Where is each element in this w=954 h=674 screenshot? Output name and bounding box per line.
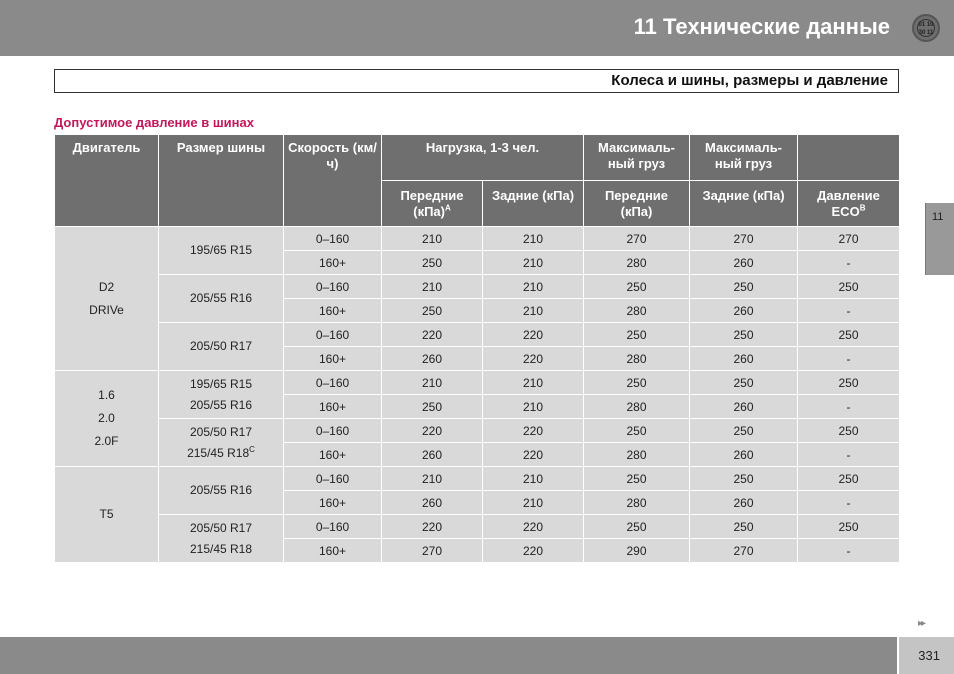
footnote-c: C [249,444,255,454]
cell-front: 220 [382,515,483,539]
cell-front: 270 [382,539,483,563]
cell-max-rear: 260 [690,443,798,467]
tire-size-cell [159,323,284,371]
table-row [55,371,900,395]
cell-speed: 160+ [284,299,382,323]
cell-eco: 250 [798,419,900,443]
chapter-icon [912,14,940,42]
cell-max-rear: 250 [690,467,798,491]
cell-eco: 250 [798,467,900,491]
tire-size-label [163,422,279,443]
cell-rear: 220 [483,515,584,539]
cell-eco: - [798,347,900,371]
cell-speed: 160+ [284,539,382,563]
cell-max-front: 280 [584,443,690,467]
cell-speed: 0–160 [284,227,382,251]
tire-size-text: 215/45 R18 [189,541,253,556]
cell-eco: 250 [798,323,900,347]
side-tab-number: 11 [932,211,944,223]
cell-speed: 160+ [284,395,382,419]
header-bar [0,0,954,56]
tire-size-label [163,518,279,539]
tire-size-text: 195/65 R15 [189,376,253,391]
cell-rear: 220 [483,443,584,467]
tire-pressure-table [54,134,900,563]
table-row [55,515,900,539]
chapter-side-tab [925,203,954,275]
engine-label: DRIVe [89,302,124,317]
cell-speed: 160+ [284,491,382,515]
tire-size-cell [159,227,284,275]
cell-max-rear: 260 [690,491,798,515]
tire-size-text: 205/55 R16 [189,397,253,412]
tire-size-label [163,480,279,501]
cell-rear: 210 [483,275,584,299]
engine-label: 2.0 [98,411,115,425]
cell-rear: 210 [483,467,584,491]
cell-eco: - [798,251,900,275]
cell-max-front: 250 [584,515,690,539]
cell-speed: 160+ [284,443,382,467]
tire-size-cell [159,275,284,323]
cell-max-front: 250 [584,419,690,443]
table-row [55,227,900,251]
cell-rear: 220 [483,347,584,371]
cell-max-rear: 260 [690,347,798,371]
cell-max-front: 280 [584,299,690,323]
tire-size-cell [159,467,284,515]
cell-max-front: 280 [584,395,690,419]
tire-size-label [163,443,279,464]
footnote-b: B [859,203,866,213]
header-front [382,181,483,227]
cell-eco: 270 [798,227,900,251]
cell-front: 250 [382,251,483,275]
cell-max-rear: 270 [690,227,798,251]
cell-speed: 160+ [284,347,382,371]
header-engine: Двигатель [55,135,159,227]
page-number: 331 [918,648,940,663]
cell-eco: 250 [798,515,900,539]
cell-speed: 0–160 [284,467,382,491]
chapter-title: 11 Технические данные [633,14,890,39]
cell-rear: 210 [483,491,584,515]
cell-speed: 0–160 [284,515,382,539]
cell-max-front: 250 [584,371,690,395]
cell-speed: 0–160 [284,419,382,443]
header-eco-label: Давление ECO [817,188,880,219]
header-tire-size: Размер шины [159,135,284,227]
engine-cell [55,227,159,371]
tire-size-label [163,539,279,560]
cell-front: 210 [382,371,483,395]
tire-size-label [163,288,279,309]
cell-eco: - [798,443,900,467]
cell-eco: - [798,539,900,563]
table-row [55,323,900,347]
cell-rear: 210 [483,251,584,275]
engine-label: D2 [98,279,115,294]
cell-max-front: 280 [584,491,690,515]
header-load-1-3: Нагрузка, 1-3 чел. [382,135,584,181]
cell-max-rear: 260 [690,299,798,323]
header-max-load-front: Максималь-ный груз [584,135,690,181]
cell-front: 210 [382,467,483,491]
cell-max-rear: 260 [690,251,798,275]
cell-rear: 210 [483,371,584,395]
cell-max-front: 250 [584,323,690,347]
cell-speed: 0–160 [284,323,382,347]
engine-label: T5 [99,507,114,521]
cell-eco: - [798,299,900,323]
cell-max-front: 280 [584,251,690,275]
engine-cell [55,371,159,467]
table-row [55,419,900,443]
cell-front: 220 [382,323,483,347]
chapter-icon-text: 01 10 30 11 [917,19,935,37]
cell-front: 260 [382,443,483,467]
engine-label: 1.6 [98,388,115,402]
cell-rear: 220 [483,323,584,347]
tire-size-label [163,395,279,416]
cell-max-front: 250 [584,275,690,299]
cell-eco: - [798,491,900,515]
cell-front: 210 [382,275,483,299]
tire-size-label [163,240,279,261]
engine-cell [55,467,159,563]
cell-max-rear: 260 [690,395,798,419]
cell-eco: 250 [798,275,900,299]
tire-size-label [163,336,279,357]
cell-max-front: 290 [584,539,690,563]
tire-size-text: 215/45 R18 [187,445,250,460]
header-max-load-rear: Максималь-ный груз [690,135,798,181]
tire-size-cell [159,515,284,563]
table-subtitle: Допустимое давление в шинах [54,115,254,130]
cell-max-rear: 250 [690,323,798,347]
header-max-rear: Задние (кПа) [690,181,798,227]
cell-front: 260 [382,491,483,515]
cell-speed: 0–160 [284,371,382,395]
tire-size-cell [159,419,284,467]
engine-label: 2.0F [94,434,119,448]
section-title: Колеса и шины, размеры и давление [611,72,888,89]
cell-front: 210 [382,227,483,251]
cell-rear: 210 [483,395,584,419]
tire-size-text: 205/50 R17 [189,424,253,439]
next-page-arrows-icon: ▸▸ [918,618,925,629]
cell-max-rear: 250 [690,275,798,299]
header-blank [798,135,900,181]
tire-size-text: 195/65 R15 [189,243,253,257]
table-row [55,467,900,491]
tire-size-text: 205/50 R17 [189,520,253,535]
cell-rear: 210 [483,227,584,251]
cell-eco: 250 [798,371,900,395]
cell-speed: 160+ [284,251,382,275]
cell-max-rear: 250 [690,419,798,443]
table-row [55,275,900,299]
cell-max-rear: 270 [690,539,798,563]
cell-front: 250 [382,299,483,323]
cell-front: 260 [382,347,483,371]
table-body [55,227,900,563]
cell-rear: 220 [483,539,584,563]
cell-max-rear: 250 [690,515,798,539]
tire-size-text: 205/50 R17 [189,339,253,353]
cell-max-rear: 250 [690,371,798,395]
header-front-label: Передние (кПа) [400,188,464,219]
footnote-a: A [444,203,451,213]
cell-rear: 220 [483,419,584,443]
header-eco [798,181,900,227]
cell-max-front: 270 [584,227,690,251]
tire-size-cell [159,371,284,419]
cell-speed: 0–160 [284,275,382,299]
tire-size-text: 205/55 R16 [189,291,253,305]
section-header [54,69,899,93]
footer-bar [0,637,897,674]
tire-size-label [163,374,279,395]
cell-max-front: 250 [584,467,690,491]
header-speed: Скорость (км/ч) [284,135,382,227]
header-rear: Задние (кПа) [483,181,584,227]
cell-front: 250 [382,395,483,419]
page-number-box [899,637,954,674]
cell-front: 220 [382,419,483,443]
cell-eco: - [798,395,900,419]
cell-rear: 210 [483,299,584,323]
cell-max-front: 280 [584,347,690,371]
tire-size-text: 205/55 R16 [189,483,253,497]
header-max-front: Передние (кПа) [584,181,690,227]
